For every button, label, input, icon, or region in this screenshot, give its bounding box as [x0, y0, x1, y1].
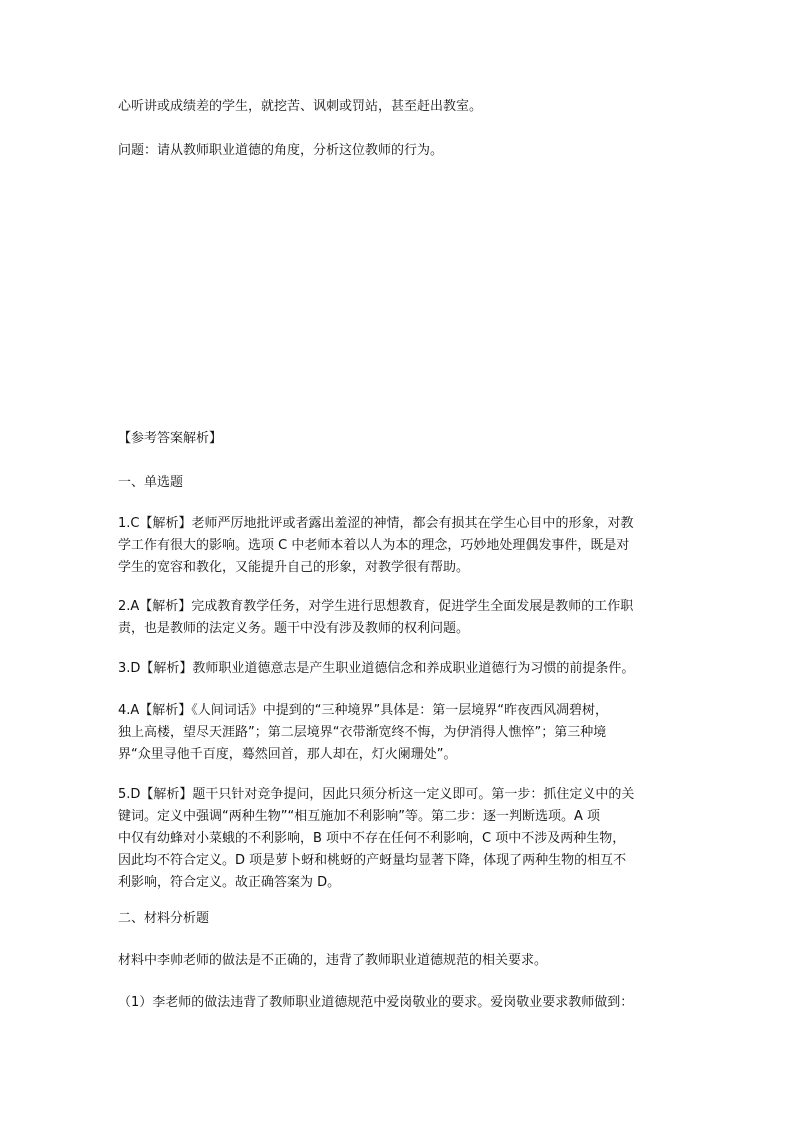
text-line: 中仅有幼蜂对小菜蛾的不利影响，B 项中不存在任何不利影响，C 项中不涉及两种生物，	[118, 831, 626, 846]
text-line: 界“众里寻他千百度，蓦然回首，那人却在，灯火阑珊处”。	[118, 747, 457, 762]
text-line: 学工作有很大的影响。选项 C 中老师本着以人为本的理念，巧妙地处理偶发事件，既是对	[118, 538, 630, 553]
text-line: 5.D【解析】题干只针对竞争提问，因此只须分析这一定义即可。第一步：抓住定义中的关	[118, 787, 635, 802]
paragraph-continued	[118, 96, 678, 118]
text-line: 二、材料分析题	[118, 911, 210, 926]
section-heading-single-choice	[118, 472, 678, 494]
text-line: 3.D【解析】教师职业道德意志是产生职业道德信念和养成职业道德行为习惯的前提条件。	[118, 661, 635, 676]
answer-3	[118, 658, 678, 680]
text-line: 利影响，符合定义。故正确答案为 D。	[118, 875, 341, 890]
text-line: 问题：请从教师职业道德的角度，分析这位教师的行为。	[118, 143, 444, 158]
text-line: 独上高楼，望尽天涯路”；第二层境界“衣带渐宽终不悔，为伊消得人憔悴”；第三种境	[118, 725, 607, 740]
text-line: 学生的宽容和教化，又能提升自己的形象，对教学很有帮助。	[118, 560, 470, 575]
text-line: 材料中李帅老师的做法是不正确的，违背了教师职业道德规范的相关要求。	[118, 953, 548, 968]
text-line: 因此均不符合定义。D 项是萝卜蚜和桃蚜的产蚜量均显著下降，体现了两种生物的相互不	[118, 853, 627, 868]
answer-1	[118, 513, 678, 579]
text-line: 4.A【解析】《人间词话》中提到的“三种境界”具体是：第一层境界“昨夜西风凋碧树，	[118, 703, 609, 718]
text-line: 键词。定义中强调“两种生物”“相互施加不利影响”等。第二步：逐一判断选项。A 项	[118, 809, 600, 824]
answer-4	[118, 700, 678, 766]
answer-5	[118, 784, 678, 894]
text-line: 1.C【解析】老师严厉地批评或者露出羞涩的神情，都会有损其在学生心目中的形象，对教	[118, 516, 634, 531]
text-line: 【参考答案解析】	[118, 431, 223, 446]
text-line: （1）李老师的做法违背了教师职业道德规范中爱岗敬业的要求。爱岗敬业要求教师做到：	[118, 995, 634, 1010]
answer-2	[118, 596, 678, 640]
section-heading-material-analysis	[118, 908, 678, 930]
material-answer-intro	[118, 950, 678, 972]
text-line: 心听讲或成绩差的学生，就挖苦、讽刺或罚站，甚至赶出教室。	[118, 99, 483, 114]
material-answer-point-1	[118, 992, 678, 1014]
answers-title	[118, 428, 678, 450]
text-line: 一、单选题	[118, 475, 184, 490]
question-prompt	[118, 140, 678, 162]
text-line: 责，也是教师的法定义务。题干中没有涉及教师的权利问题。	[118, 621, 470, 636]
text-line: 2.A【解析】完成教育教学任务，对学生进行思想教育，促进学生全面发展是教师的工作职	[118, 599, 634, 614]
